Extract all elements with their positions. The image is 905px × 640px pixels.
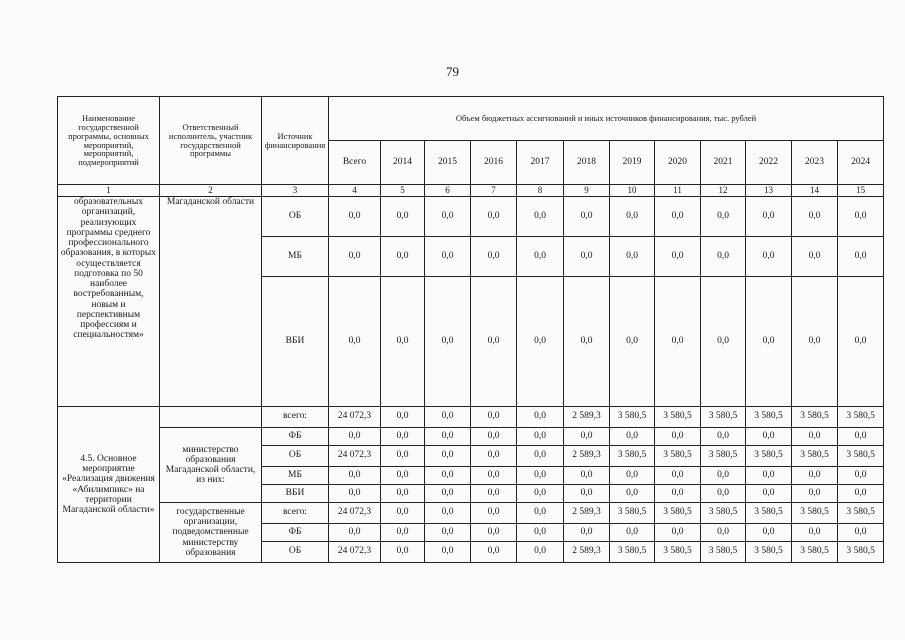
column-number: 8 [517, 185, 564, 197]
value-cell: 3 580,5 [792, 446, 838, 467]
value-cell: 0,0 [425, 467, 471, 485]
header-year-2021: 2021 [701, 141, 746, 185]
total-cell: 24 072,3 [329, 542, 381, 563]
value-cell: 0,0 [746, 197, 792, 237]
value-cell: 0,0 [471, 407, 517, 428]
value-cell: 3 580,5 [838, 446, 884, 467]
total-cell: 24 072,3 [329, 446, 381, 467]
column-number: 3 [262, 185, 329, 197]
value-cell: 0,0 [746, 428, 792, 446]
total-cell: 0,0 [329, 485, 381, 503]
column-number: 4 [329, 185, 381, 197]
value-cell: 3 580,5 [610, 446, 655, 467]
value-cell: 0,0 [655, 428, 701, 446]
value-cell: 0,0 [517, 428, 564, 446]
value-cell: 0,0 [381, 277, 425, 407]
total-cell: 0,0 [329, 428, 381, 446]
value-cell: 3 580,5 [701, 407, 746, 428]
value-cell: 3 580,5 [610, 542, 655, 563]
value-cell: 0,0 [381, 237, 425, 277]
value-cell: 0,0 [471, 485, 517, 503]
value-cell: 0,0 [381, 446, 425, 467]
value-cell: 3 580,5 [701, 542, 746, 563]
header-year-2024: 2024 [838, 141, 884, 185]
value-cell: 0,0 [381, 407, 425, 428]
value-cell: 0,0 [471, 237, 517, 277]
source-cell: ОБ [262, 446, 329, 467]
table-row [58, 428, 884, 446]
value-cell: 3 580,5 [792, 407, 838, 428]
value-cell: 0,0 [792, 428, 838, 446]
responsible-cell [160, 407, 262, 428]
total-cell: 0,0 [329, 524, 381, 542]
value-cell: 3 580,5 [655, 446, 701, 467]
page-number: 79 [446, 64, 459, 79]
value-cell: 3 580,5 [701, 503, 746, 524]
value-cell: 2 589,3 [564, 542, 610, 563]
value-cell: 0,0 [381, 197, 425, 237]
value-cell: 0,0 [564, 467, 610, 485]
value-cell: 0,0 [792, 197, 838, 237]
value-cell: 0,0 [517, 237, 564, 277]
responsible-cell: Магаданской области [160, 197, 262, 407]
total-cell: 0,0 [329, 237, 381, 277]
source-cell: ВБИ [262, 485, 329, 503]
column-number: 14 [792, 185, 838, 197]
header-responsible: Ответственный исполнитель, участник государственной программы [160, 97, 262, 185]
table-row [58, 503, 884, 524]
value-cell: 0,0 [425, 446, 471, 467]
header-name: Наименование государственной программы, основных мероприятий, мероприятий, подмероприятий [58, 97, 160, 185]
value-cell: 0,0 [838, 237, 884, 277]
table-row [58, 407, 884, 428]
header-year-2014: 2014 [381, 141, 425, 185]
value-cell: 0,0 [425, 428, 471, 446]
header-year-2022: 2022 [746, 141, 792, 185]
column-number: 1 [58, 185, 160, 197]
value-cell: 0,0 [792, 237, 838, 277]
value-cell: 0,0 [471, 428, 517, 446]
value-cell: 0,0 [655, 524, 701, 542]
value-cell: 3 580,5 [792, 503, 838, 524]
value-cell: 0,0 [838, 524, 884, 542]
column-number: 7 [471, 185, 517, 197]
value-cell: 0,0 [701, 524, 746, 542]
value-cell: 0,0 [425, 237, 471, 277]
value-cell: 0,0 [381, 542, 425, 563]
value-cell: 0,0 [838, 467, 884, 485]
header-year-2020: 2020 [655, 141, 701, 185]
source-cell: ОБ [262, 542, 329, 563]
value-cell: 0,0 [838, 277, 884, 407]
value-cell: 0,0 [517, 542, 564, 563]
value-cell: 3 580,5 [838, 407, 884, 428]
header-source: Источник финансирования [262, 97, 329, 185]
header-total: Всего [329, 141, 381, 185]
value-cell: 0,0 [517, 503, 564, 524]
value-cell: 0,0 [425, 277, 471, 407]
value-cell: 0,0 [610, 467, 655, 485]
value-cell: 0,0 [564, 277, 610, 407]
table-row [58, 197, 884, 237]
program-name-cell: образовательных организаций, реализующих программы среднего профессионального образования, в которых осуществляется подготовка по 50 наиболее востребованным, новым и перспективным профессиям и специальностям» [58, 197, 160, 407]
header-year-2016: 2016 [471, 141, 517, 185]
column-number: 9 [564, 185, 610, 197]
value-cell: 0,0 [746, 485, 792, 503]
value-cell: 0,0 [610, 197, 655, 237]
value-cell: 2 589,3 [564, 407, 610, 428]
value-cell: 0,0 [517, 467, 564, 485]
value-cell: 0,0 [425, 407, 471, 428]
value-cell: 0,0 [610, 524, 655, 542]
value-cell: 0,0 [471, 277, 517, 407]
total-cell: 0,0 [329, 197, 381, 237]
value-cell: 0,0 [792, 524, 838, 542]
responsible-cell: государственные организации, подведомственные министерству образования [160, 503, 262, 563]
header-year-2015: 2015 [425, 141, 471, 185]
value-cell: 0,0 [564, 197, 610, 237]
value-cell: 0,0 [610, 428, 655, 446]
value-cell: 0,0 [610, 237, 655, 277]
value-cell: 0,0 [564, 428, 610, 446]
value-cell: 0,0 [381, 524, 425, 542]
column-number: 15 [838, 185, 884, 197]
header-budget: Объем бюджетных ассигнований и иных источников финансирования, тыс. рублей [329, 97, 884, 141]
column-number: 13 [746, 185, 792, 197]
source-cell: МБ [262, 467, 329, 485]
value-cell: 0,0 [838, 428, 884, 446]
value-cell: 3 580,5 [792, 542, 838, 563]
header-year-2017: 2017 [517, 141, 564, 185]
value-cell: 0,0 [425, 197, 471, 237]
value-cell: 0,0 [381, 467, 425, 485]
value-cell: 3 580,5 [655, 503, 701, 524]
value-cell: 0,0 [471, 446, 517, 467]
value-cell: 0,0 [655, 485, 701, 503]
column-number: 2 [160, 185, 262, 197]
value-cell: 0,0 [564, 237, 610, 277]
value-cell: 0,0 [701, 428, 746, 446]
value-cell: 0,0 [746, 237, 792, 277]
value-cell: 0,0 [425, 503, 471, 524]
value-cell: 3 580,5 [746, 503, 792, 524]
value-cell: 0,0 [746, 467, 792, 485]
value-cell: 0,0 [701, 277, 746, 407]
value-cell: 0,0 [610, 485, 655, 503]
value-cell: 0,0 [381, 485, 425, 503]
value-cell: 3 580,5 [746, 542, 792, 563]
value-cell: 0,0 [425, 485, 471, 503]
value-cell: 3 580,5 [655, 407, 701, 428]
header-year-2023: 2023 [792, 141, 838, 185]
value-cell: 0,0 [701, 197, 746, 237]
value-cell: 0,0 [425, 542, 471, 563]
value-cell: 0,0 [517, 407, 564, 428]
value-cell: 0,0 [471, 524, 517, 542]
source-cell: всего: [262, 407, 329, 428]
value-cell: 0,0 [471, 467, 517, 485]
value-cell: 0,0 [517, 197, 564, 237]
budget-table [57, 96, 884, 563]
value-cell: 0,0 [610, 277, 655, 407]
total-cell: 24 072,3 [329, 503, 381, 524]
column-number: 11 [655, 185, 701, 197]
source-cell: всего: [262, 503, 329, 524]
value-cell: 0,0 [471, 197, 517, 237]
value-cell: 0,0 [701, 485, 746, 503]
value-cell: 0,0 [792, 467, 838, 485]
header-year-2019: 2019 [610, 141, 655, 185]
value-cell: 0,0 [838, 485, 884, 503]
value-cell: 0,0 [792, 277, 838, 407]
value-cell: 2 589,3 [564, 503, 610, 524]
total-cell: 0,0 [329, 467, 381, 485]
value-cell: 3 580,5 [655, 542, 701, 563]
value-cell: 0,0 [564, 485, 610, 503]
value-cell: 0,0 [655, 467, 701, 485]
column-number: 10 [610, 185, 655, 197]
value-cell: 0,0 [792, 485, 838, 503]
value-cell: 3 580,5 [610, 407, 655, 428]
column-numbers-row [58, 185, 884, 197]
header-year-2018: 2018 [564, 141, 610, 185]
value-cell: 0,0 [655, 277, 701, 407]
value-cell: 3 580,5 [838, 542, 884, 563]
value-cell: 0,0 [471, 542, 517, 563]
total-cell: 24 072,3 [329, 407, 381, 428]
column-number: 6 [425, 185, 471, 197]
value-cell: 3 580,5 [746, 446, 792, 467]
source-cell: ФБ [262, 428, 329, 446]
value-cell: 0,0 [517, 277, 564, 407]
source-cell: ФБ [262, 524, 329, 542]
value-cell: 3 580,5 [701, 446, 746, 467]
value-cell: 0,0 [655, 197, 701, 237]
value-cell: 0,0 [517, 485, 564, 503]
source-cell: ОБ [262, 197, 329, 237]
source-cell: МБ [262, 237, 329, 277]
event-name-cell: 4.5. Основное мероприятие «Реализация движения «Абилимпикс» на территории Магаданской области» [58, 407, 160, 563]
value-cell: 0,0 [746, 277, 792, 407]
value-cell: 3 580,5 [838, 503, 884, 524]
total-cell: 0,0 [329, 277, 381, 407]
value-cell: 0,0 [701, 237, 746, 277]
value-cell: 0,0 [838, 197, 884, 237]
value-cell: 0,0 [517, 446, 564, 467]
value-cell: 0,0 [746, 524, 792, 542]
column-number: 5 [381, 185, 425, 197]
responsible-cell: министерство образования Магаданской области, из них: [160, 428, 262, 503]
value-cell: 0,0 [564, 524, 610, 542]
value-cell: 3 580,5 [610, 503, 655, 524]
value-cell: 0,0 [425, 524, 471, 542]
value-cell: 0,0 [701, 467, 746, 485]
value-cell: 2 589,3 [564, 446, 610, 467]
value-cell: 0,0 [655, 237, 701, 277]
value-cell: 0,0 [471, 503, 517, 524]
value-cell: 3 580,5 [746, 407, 792, 428]
column-number: 12 [701, 185, 746, 197]
value-cell: 0,0 [381, 428, 425, 446]
value-cell: 0,0 [381, 503, 425, 524]
source-cell: ВБИ [262, 277, 329, 407]
value-cell: 0,0 [517, 524, 564, 542]
